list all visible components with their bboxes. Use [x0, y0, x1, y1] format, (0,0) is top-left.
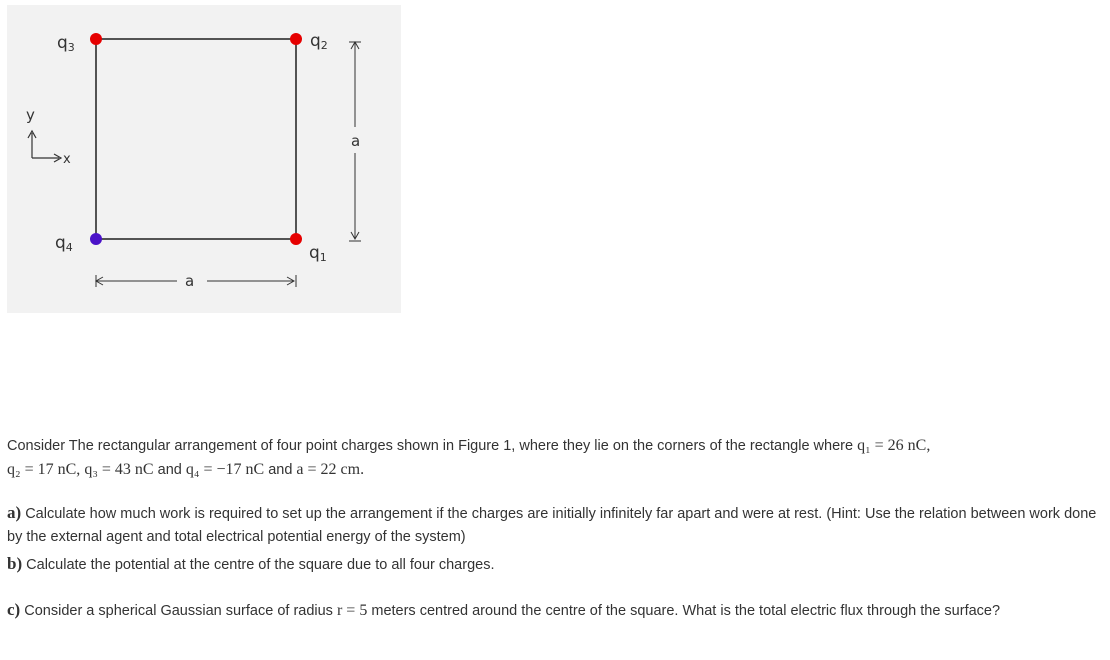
charge-q4-label: q4 [55, 233, 73, 254]
bottom-dimension-arrow [96, 275, 296, 287]
q1-value: q₁ = 26 nC, [857, 437, 931, 454]
intro-text: Consider The rectangular arrangement of four point charges shown in Figure 1, where they lie on the corners of the rectangle where [7, 438, 854, 454]
part-b-text: Calculate the potential at the centre of the square due to all four charges. [26, 557, 495, 573]
bottom-side-label: a [185, 272, 195, 290]
part-a-letter: a) [7, 503, 22, 522]
q2-value: q₂ = 17 nC, [7, 461, 81, 478]
charge-diagram [7, 5, 401, 313]
axis-x-label: x [63, 152, 71, 167]
part-c-letter: c) [7, 600, 21, 619]
q3-value: q₃ = 43 nC [84, 461, 154, 478]
part-c-text-after: meters centred around the centre of the square. What is the total electric flux through the surface? [371, 603, 1001, 619]
charge-q3-label: q3 [57, 33, 75, 54]
figure-1 [7, 5, 401, 313]
q4-value: q₄ = −17 nC [185, 461, 265, 478]
axes-icon [28, 131, 61, 162]
charge-q3-dot [90, 33, 102, 45]
and-word-2: and [268, 462, 293, 478]
part-b [7, 552, 1097, 577]
charge-q2-label: q2 [310, 31, 328, 52]
axis-y-label: y [26, 106, 35, 124]
part-a-text: Calculate how much work is required to set up the arrangement if the charges are initially infinitely far apart and were at rest. (Hint: Use the relation between work done by the external agent and total electrical potential energy of the system) [7, 506, 1097, 545]
part-c-text-before: Consider a spherical Gaussian surface of radius [24, 603, 333, 619]
charge-q4-dot [90, 233, 102, 245]
charge-q1-label: q1 [309, 243, 327, 264]
problem-intro [7, 434, 1097, 482]
a-value: a = 22 cm. [296, 461, 365, 478]
part-c [7, 598, 1097, 623]
part-b-letter: b) [7, 554, 23, 573]
right-side-label: a [351, 132, 361, 150]
charge-q2-dot [290, 33, 302, 45]
r-value: r = 5 [336, 602, 368, 619]
square-outline [96, 39, 296, 239]
and-word-1: and [157, 462, 182, 478]
part-a [7, 501, 1097, 549]
charge-q1-dot [290, 233, 302, 245]
